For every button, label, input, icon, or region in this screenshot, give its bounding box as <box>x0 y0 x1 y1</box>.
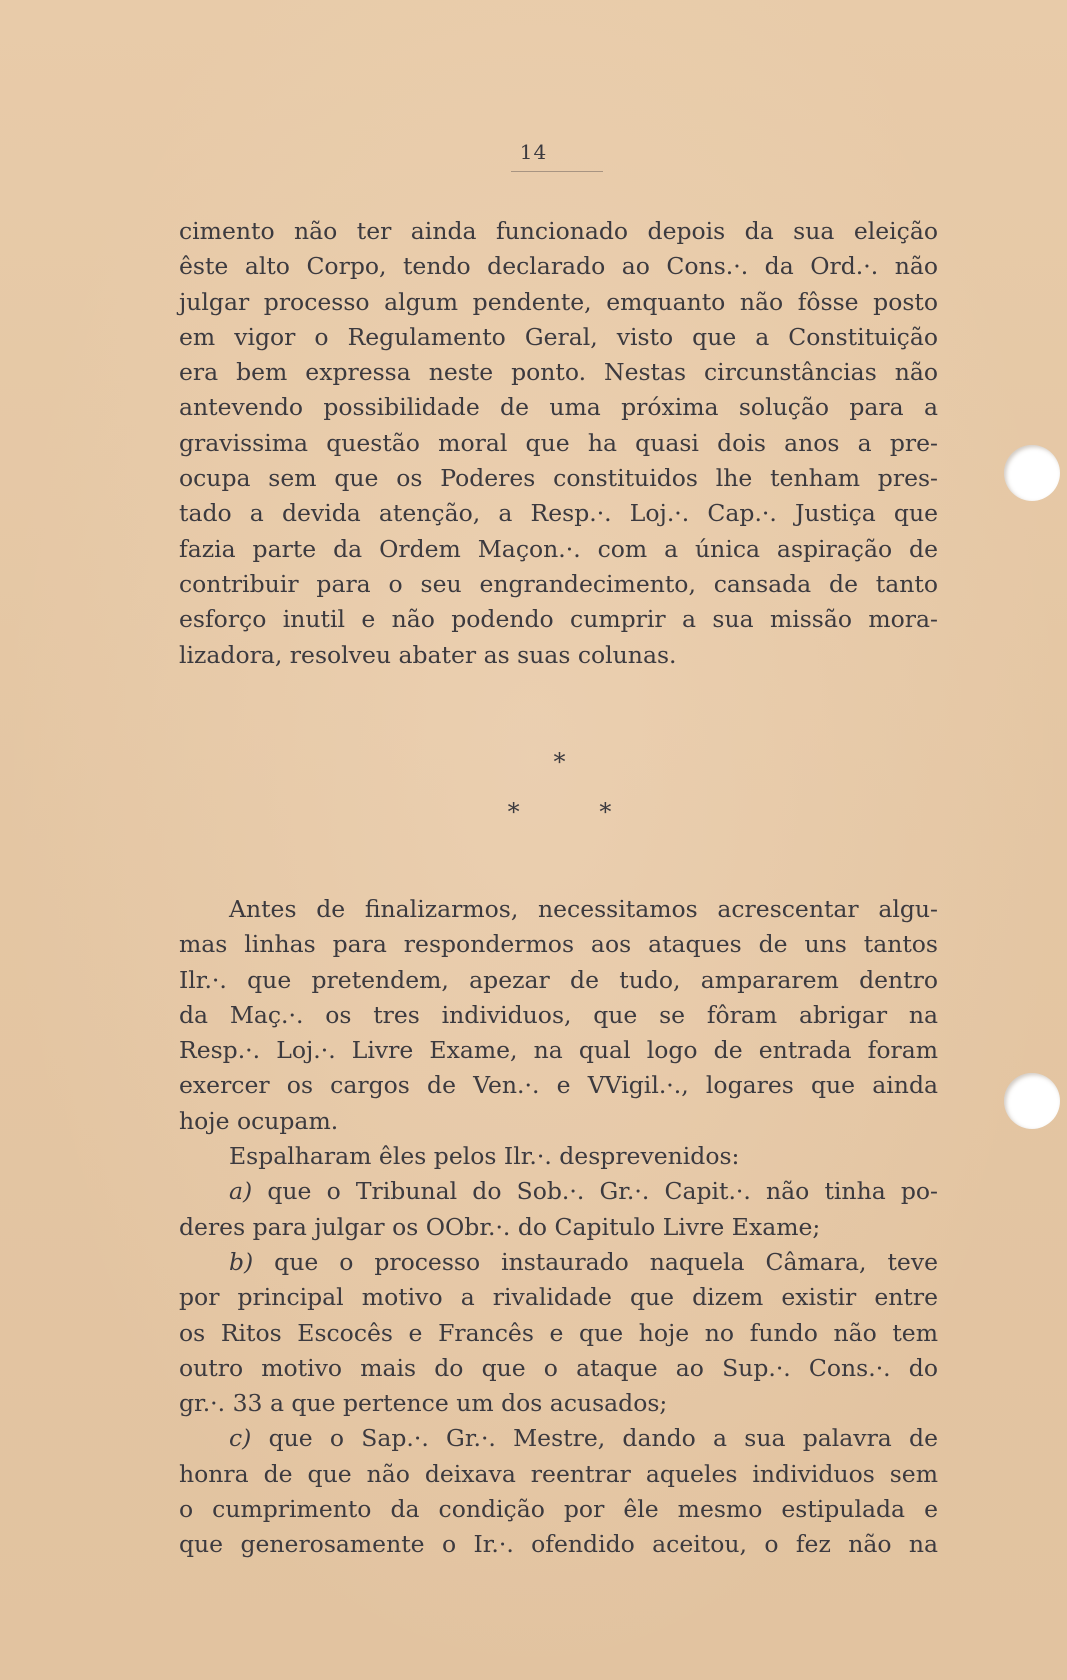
text-line: honra de que não deixava reentrar aqueles individuos sem <box>179 1459 938 1488</box>
text-line: Ilr.·. que pretendem, apezar de tudo, ampararem dentro <box>179 965 938 994</box>
text-line: por principal motivo a rivalidade que dizem existir entre <box>179 1283 938 1312</box>
text-line: julgar processo algum pendente, emquanto não fôsse posto <box>179 287 938 316</box>
text-line: antevendo possibilidade de uma próxima solução para a <box>179 393 938 422</box>
binder-hole <box>1004 1073 1060 1129</box>
text-line: fazia parte da Ordem Maçon.·. com a única aspiração de <box>179 534 938 563</box>
text-line: gravissima questão moral que ha quasi dois anos a pre- <box>179 428 938 457</box>
text-line: os Ritos Escocês e Francês e que hoje no fundo não tem <box>179 1318 938 1347</box>
text-line: esforço inutil e não podendo cumprir a sua missão mora- <box>179 605 938 634</box>
text-line: Espalharam êles pelos Ilr.·. desprevenidos: <box>229 1142 740 1171</box>
text-line: êste alto Corpo, tendo declarado ao Cons.·. da Ord.·. não <box>179 252 938 281</box>
list-marker: c) <box>229 1424 252 1453</box>
text-line: o cumprimento da condição por êle mesmo estipulada e <box>179 1495 938 1524</box>
text-line: mas linhas para respondermos aos ataques de uns tantos <box>179 930 938 959</box>
asterisk: * <box>507 798 520 826</box>
list-item-text: que o processo instaurado naquela Câmara, teve <box>253 1247 938 1276</box>
list-item-text: que o Sap.·. Gr.·. Mestre, dando a sua palavra de <box>251 1424 938 1453</box>
text-line: hoje ocupam. <box>179 1106 339 1135</box>
list-item-text: que o Tribunal do Sob.·. Gr.·. Capit.·. não tinha po- <box>252 1177 938 1206</box>
list-item-c <box>179 1421 938 1456</box>
text-line: contribuir para o seu engrandecimento, cansada de tanto <box>179 569 938 598</box>
binder-hole <box>1004 445 1060 501</box>
separator-asterisks-bottom <box>26 798 1067 826</box>
list-item-b <box>179 1245 938 1280</box>
text-line: era bem expressa neste ponto. Nestas circunstâncias não <box>179 358 938 387</box>
text-line: cimento não ter ainda funcionado depois da sua eleição <box>179 217 938 245</box>
text-line: Antes de finalizarmos, necessitamos acrescentar algu- <box>229 895 938 923</box>
text-line: tado a devida atenção, a Resp.·. Loj.·. Cap.·. Justiça que <box>179 499 938 528</box>
text-line: deres para julgar os OObr.·. do Capitulo Livre Exame; <box>179 1212 821 1241</box>
text-line: ocupa sem que os Poderes constituidos lhe tenham pres- <box>179 464 938 493</box>
asterisk: * <box>599 798 612 826</box>
text-line: da Maç.·. os tres individuos, que se fôram abrigar na <box>179 1000 938 1029</box>
text-line: lizadora, resolveu abater as suas colunas. <box>179 640 677 669</box>
list-marker: a) <box>229 1177 253 1206</box>
text-line: outro motivo mais do que o ataque ao Sup.·. Cons.·. do <box>179 1353 938 1382</box>
text-line: gr.·. 33 a que pertence um dos acusados; <box>179 1389 668 1418</box>
text-line: exercer os cargos de Ven.·. e VVigil.·., logares que ainda <box>179 1071 938 1100</box>
list-marker: b) <box>229 1247 254 1276</box>
paragraph-2-block <box>179 892 938 1563</box>
text-line: que generosamente o Ir.·. ofendido aceitou, o fez não na <box>179 1530 938 1559</box>
text-line: Resp.·. Loj.·. Livre Exame, na qual logo de entrada foram <box>179 1036 938 1065</box>
paragraph-1 <box>179 214 938 673</box>
page-number: 14 <box>519 140 548 164</box>
page-number-rule <box>511 171 603 172</box>
separator-asterisk-top <box>26 748 1067 776</box>
asterisk: * <box>553 748 566 776</box>
list-item-a <box>179 1174 938 1209</box>
text-line: em vigor o Regulamento Geral, visto que a Constituição <box>179 322 938 351</box>
